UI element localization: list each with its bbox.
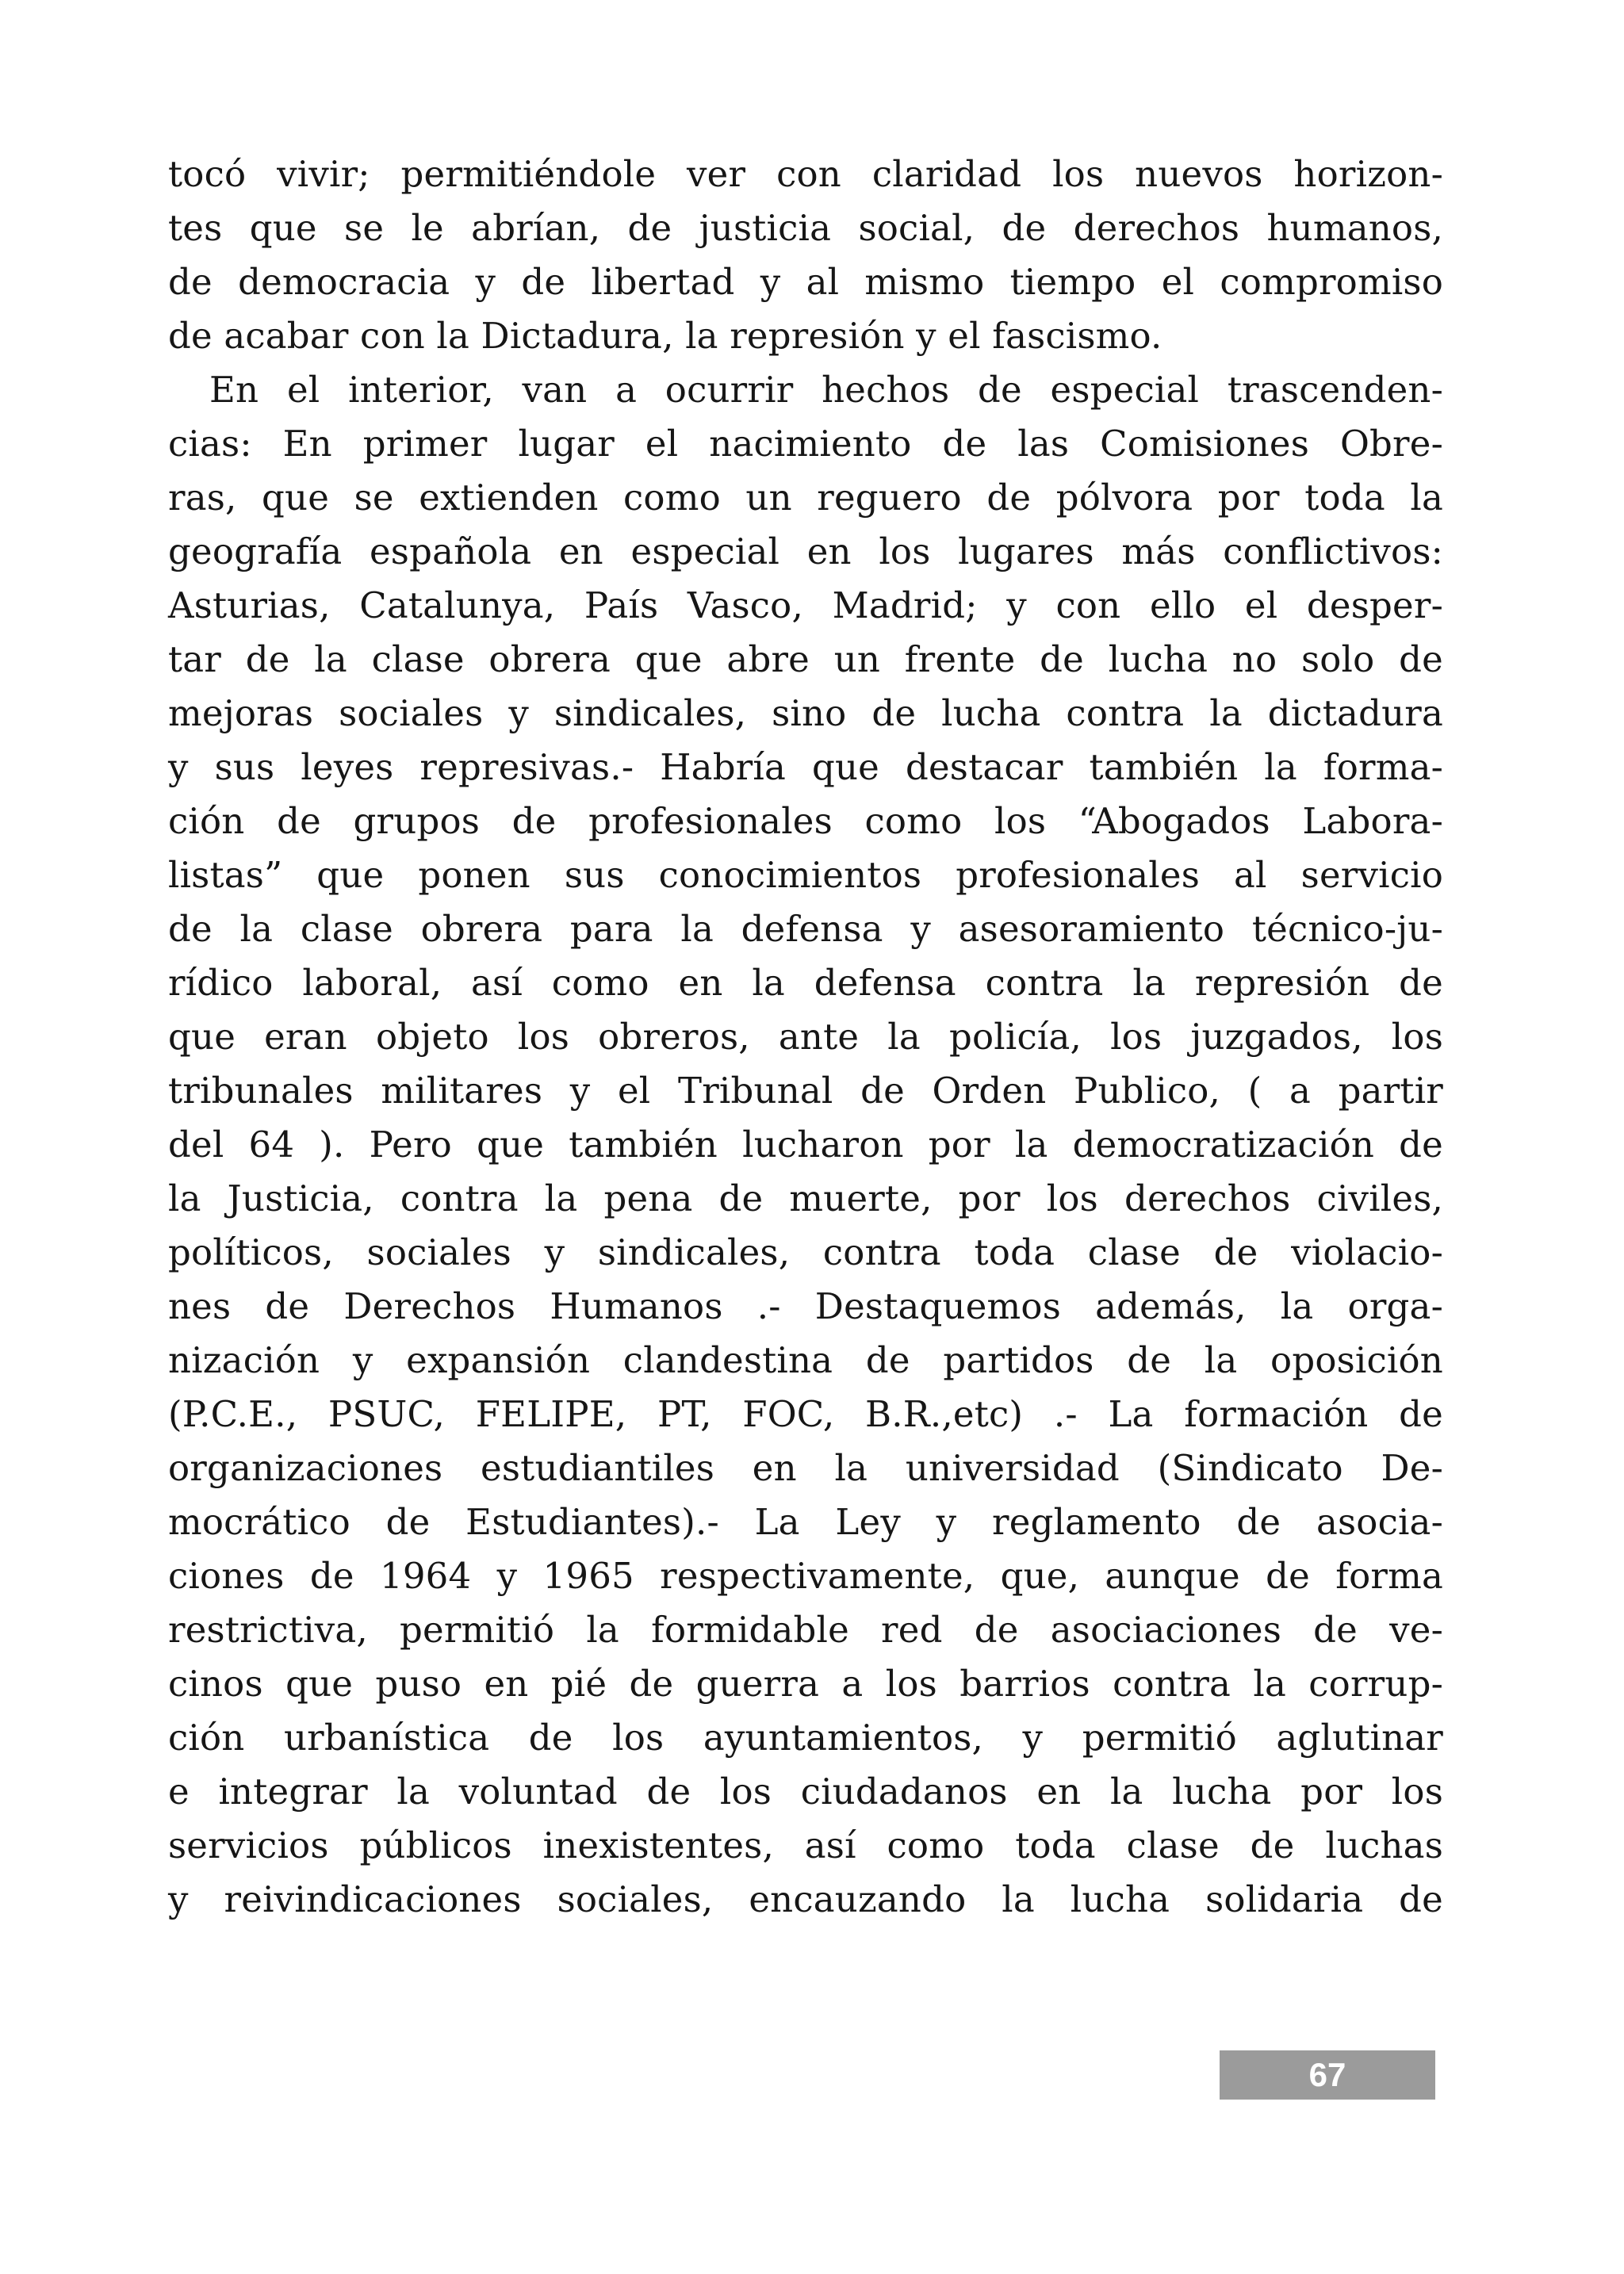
text-line: políticos, sociales y sindicales, contra toda clase de violacio- — [168, 1231, 1443, 1273]
text-line: nes de Derechos Humanos .- Destaquemos además, la orga- — [168, 1285, 1443, 1327]
text-line: mocrático de Estudiantes).- La Ley y reglamento de asocia- — [168, 1501, 1443, 1543]
text-line: la Justicia, contra la pena de muerte, por los derechos civiles, — [168, 1177, 1443, 1219]
text-line: listas” que ponen sus conocimientos profesionales al servicio — [168, 854, 1443, 896]
text-line: ción de grupos de profesionales como los “Abogados Labora- — [168, 800, 1443, 842]
text-line: tes que se le abrían, de justicia social, de derechos humanos, — [168, 207, 1443, 249]
text-line: restrictiva, permitió la formidable red de asociaciones de ve- — [168, 1609, 1443, 1651]
text-line: rídico laboral, así como en la defensa contra la represión de — [168, 962, 1443, 1004]
text-line: cinos que puso en pié de guerra a los barrios contra la corrup- — [168, 1663, 1443, 1705]
text-line: tocó vivir; permitiéndole ver con claridad los nuevos horizon- — [168, 153, 1443, 195]
text-line: cias: En primer lugar el nacimiento de las Comisiones Obre- — [168, 423, 1443, 465]
text-line: de acabar con la Dictadura, la represión y el fascismo. — [168, 315, 1162, 357]
text-line: (P.C.E., PSUC, FELIPE, PT, FOC, B.R.,etc) .- La formación de — [168, 1393, 1443, 1435]
text-line: ción urbanística de los ayuntamientos, y permitió aglutinar — [168, 1717, 1443, 1759]
page-number-badge — [1220, 2050, 1435, 2100]
text-line: que eran objeto los obreros, ante la policía, los juzgados, los — [168, 1016, 1443, 1058]
text-line: ras, que se extienden como un reguero de pólvora por toda la — [168, 477, 1443, 519]
text-line: En el interior, van a ocurrir hechos de especial trascenden- — [209, 369, 1443, 411]
text-line: del 64 ). Pero que también lucharon por la democratización de — [168, 1124, 1443, 1166]
text-line: tribunales militares y el Tribunal de Orden Publico, ( a partir — [168, 1070, 1443, 1112]
text-line: geografía española en especial en los lugares más conflictivos: — [168, 530, 1443, 572]
body-text — [168, 147, 1443, 1927]
text-line: ciones de 1964 y 1965 respectivamente, que, aunque de forma — [168, 1555, 1443, 1597]
text-line: y sus leyes represivas.- Habría que destacar también la forma- — [168, 746, 1443, 788]
text-line: organizaciones estudiantiles en la universidad (Sindicato De- — [168, 1447, 1443, 1489]
text-line: nización y expansión clandestina de partidos de la oposición — [168, 1339, 1443, 1381]
text-line: Asturias, Catalunya, País Vasco, Madrid; y con ello el desper- — [168, 584, 1443, 626]
text-line: servicios públicos inexistentes, así como toda clase de luchas — [168, 1824, 1443, 1866]
text-line: e integrar la voluntad de los ciudadanos en la lucha por los — [168, 1771, 1443, 1813]
text-line: y reivindicaciones sociales, encauzando la lucha solidaria de — [168, 1878, 1443, 1920]
page-number: 67 — [1308, 2056, 1346, 2093]
text-line: de democracia y de libertad y al mismo tiempo el compromiso — [168, 261, 1443, 303]
text-line: tar de la clase obrera que abre un frente de lucha no solo de — [168, 638, 1443, 680]
text-line: de la clase obrera para la defensa y asesoramiento técnico-ju- — [168, 908, 1443, 950]
text-line: mejoras sociales y sindicales, sino de lucha contra la dictadura — [168, 692, 1443, 734]
